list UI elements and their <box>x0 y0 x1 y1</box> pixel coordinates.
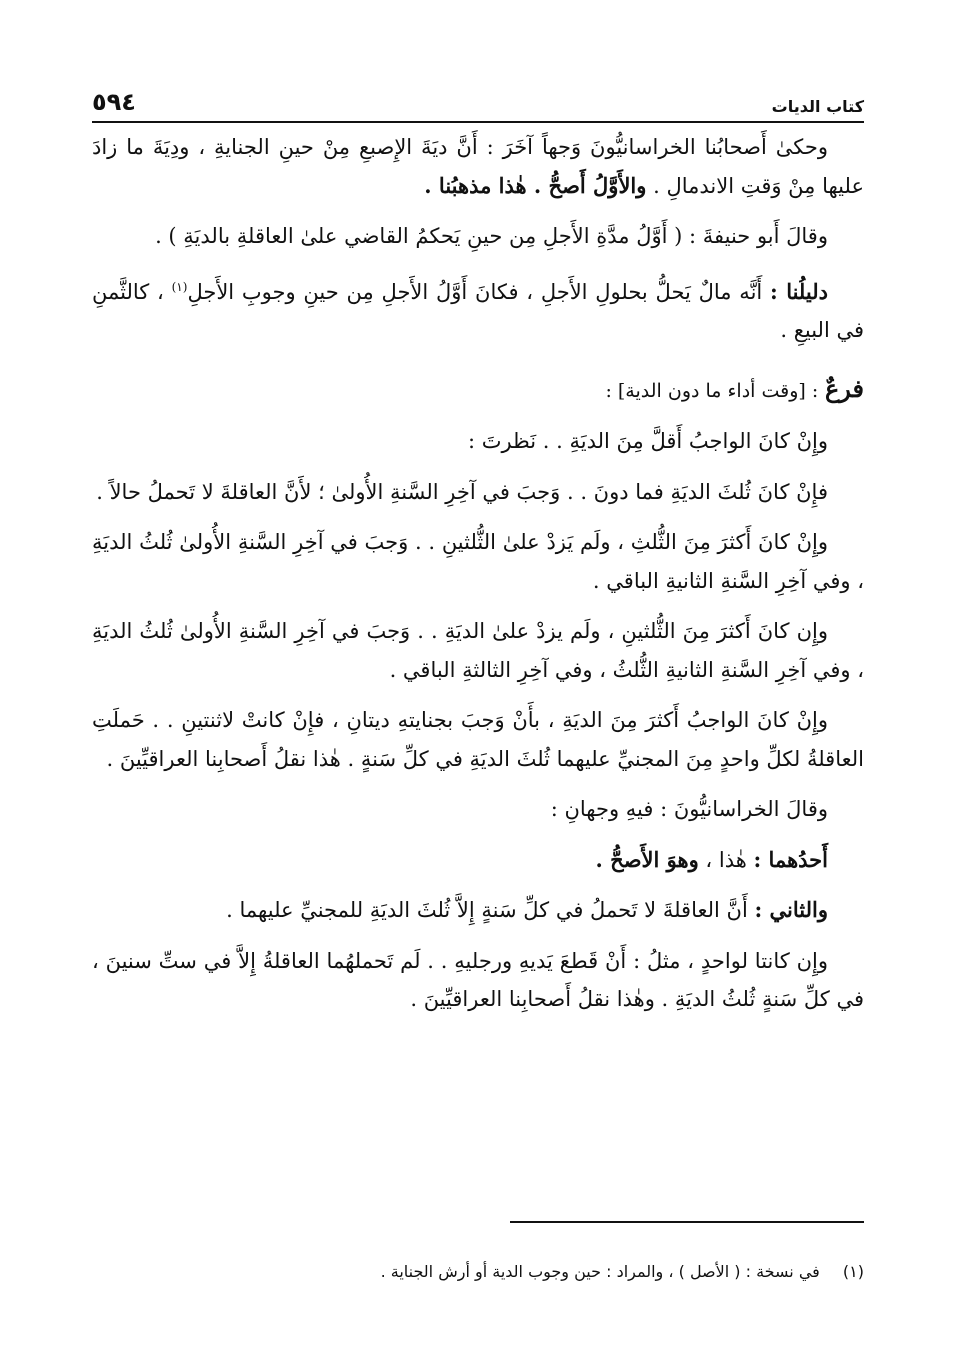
footnote-rule <box>510 1221 864 1223</box>
evidence-label: دليلُنا : <box>770 278 828 304</box>
paragraph-text: وحكىٰ أَصحابُنا الخراسانيُّونَ وَجهاً آخَرَ : أَنَّ ديَةَ الإِصبعِ مِنْ حينِ الجنايةِ ، ودِيَةَ ما زادَ عليها مِنْ وَقتِ الاندمالِ . <box>92 135 864 198</box>
running-header <box>92 78 864 116</box>
first-view-label: أَحدُهما : <box>753 846 828 872</box>
paragraph-text: وإِنْ كانَ الواجبُ أَقلَّ مِنَ الديَةِ . . نَظرتَ : <box>467 429 828 453</box>
branch-title: : [وقت أداء ما دون الدية] : <box>605 379 819 402</box>
paragraph-text: وإِن كانتا لواحدٍ ، مثلُ : أَنْ قَطعَ يَديهِ ورجليهِ . . لَم تَحملهُما العاقلةُ إِلاَّ في ستِّ سنينَ ، في كلِّ سَنةٍ ثُلثُ الديَةِ . وهٰذا نقلُ أَصحابِنا العراقيِّينَ . <box>92 948 864 1011</box>
paragraph-text: أَنَّ العاقلةَ لا تَحملُ في كلِّ سَنةٍ إِلاَّ ثُلثَ الديَةِ للمجنيِّ عليهما . <box>226 898 748 922</box>
paragraph-text: وإِن كانَ أَكثرَ مِنَ الثُّلثينِ ، ولَم يزدْ علىٰ الديَةِ . . وَجبَ في آخِرِ السَّنةِ الأُولىٰ ثُلثُ الديَةِ ، وفي آخِرِ السَّنةِ الثانيةِ الثُّلثُ ، وفي آخِرِ الثالثةِ الباقي . <box>92 619 864 682</box>
footnote-ref[interactable]: (١) <box>171 279 188 294</box>
footnote-text: في نسخة : ( الأصل ) ، والمراد : حين وجوب الدية أو أرش الجناية . <box>380 1262 820 1281</box>
paragraph <box>92 612 864 689</box>
paragraph-text: وقالَ الخراسانيُّونَ : فيهِ وجهانِ : <box>550 797 828 821</box>
paragraph <box>92 268 864 350</box>
paragraph-text: فإِنْ كانَ ثُلثَ الديَةِ فما دونَ . . وَجبَ في آخِرِ السَّنةِ الأُولىٰ ؛ لأَنَّ العاقلةَ لا تَحملُ حالاً . <box>96 479 828 504</box>
paragraph <box>92 891 864 930</box>
ruling-text: والأَوَّلُ أَصحُّ . هٰذا مذهبُنا . <box>424 172 647 198</box>
book-title: كتاب الديات <box>771 97 864 116</box>
branch-label: فرعٌ <box>824 373 864 403</box>
header-rule <box>92 121 864 123</box>
paragraph <box>92 841 864 880</box>
second-view-label: والثاني : <box>754 897 828 922</box>
paragraph <box>92 701 864 778</box>
paragraph-text: هٰذا ، <box>705 847 747 872</box>
paragraph <box>92 473 864 512</box>
section-heading <box>92 370 864 411</box>
paragraph <box>92 523 864 600</box>
paragraph-text: وقالَ أَبو حنيفةَ : ( أَوَّلُ مدَّةِ الأَجلِ مِن حينِ يَحكمُ القاضي علىٰ العاقلةِ بالديَةِ ) . <box>155 224 828 248</box>
footnote <box>92 1258 864 1286</box>
paragraph-text: ، كالثَّمنِ في البيعِ . <box>92 279 864 342</box>
ruling-text: وهوَ الأَصحُّ . <box>595 846 699 872</box>
paragraph-text: أَنَّه مالٌ يَحلُّ بحلولِ الأَجلِ ، فكانَ أَوَّلُ الأَجلِ مِن حينِ وجوبِ الأَجلِ <box>187 279 763 304</box>
paragraph <box>92 217 864 256</box>
paragraph-text: وإِنْ كانَ الواجبُ أَكثرَ مِنَ الديَةِ ، بأَنْ وَجبَ بجنايتهِ ديتانِ ، فإِنْ كانتْ لاثنتينِ . . حَملَتِ العاقلةُ لكلِّ واحدٍ مِنَ المجنيِّ عليهما ثُلثَ الديَةِ في كلِّ سَنةٍ . هٰذا نقلُ أَصحابِنا العراقيِّينَ . <box>92 708 864 771</box>
paragraph <box>92 790 864 829</box>
paragraph-text: وإِنْ كانَ أَكثرَ مِنَ الثُّلثِ ، ولَم يَزدْ علىٰ الثُّلثينِ . . وَجبَ في آخِرِ السَّنةِ الأُولىٰ ثُلثُ الديَةِ ، وفي آخِرِ السَّنةِ الثانيةِ الباقي . <box>92 530 864 593</box>
footnote-mark: (١) <box>842 1262 864 1281</box>
page-number: ٥٩٤ <box>92 88 136 116</box>
paragraph <box>92 942 864 1019</box>
paragraph <box>92 128 864 205</box>
paragraph <box>92 422 864 461</box>
main-text <box>92 128 864 1031</box>
